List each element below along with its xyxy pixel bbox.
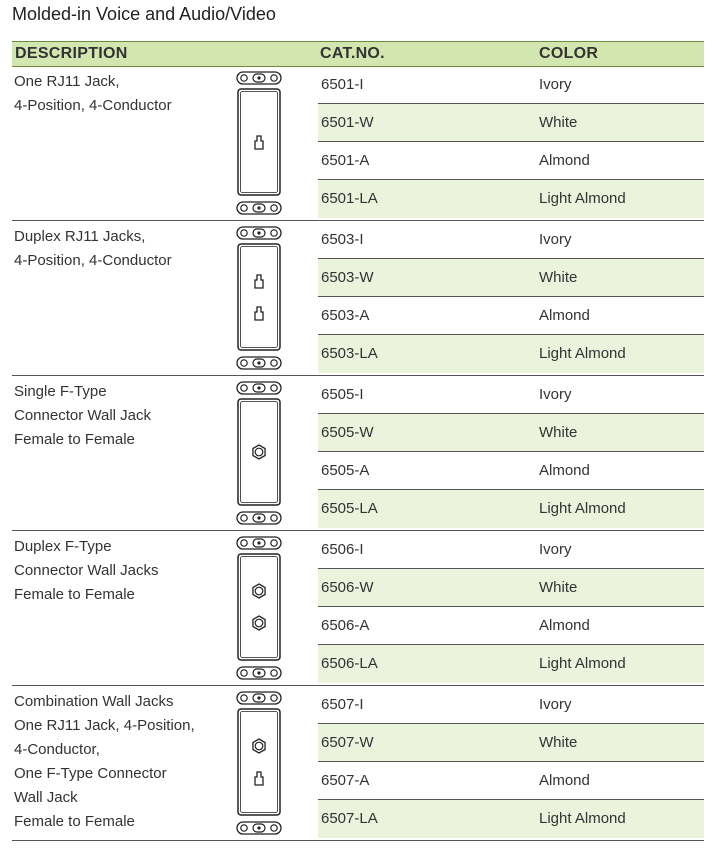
catalog-number: 6505-LA xyxy=(321,500,378,517)
description-line: One RJ11 Jack, 4-Position, xyxy=(14,717,195,734)
wall-plate-illustration xyxy=(234,380,284,526)
catalog-number: 6506-W xyxy=(321,579,374,596)
table-row xyxy=(318,221,704,259)
catalog-number: 6507-LA xyxy=(321,810,378,827)
f-type-icon xyxy=(253,739,265,753)
wall-plate-illustration xyxy=(234,70,284,216)
color-value: White xyxy=(539,579,578,596)
table-row xyxy=(318,104,704,142)
product-group xyxy=(12,376,704,531)
description-line: Connector Wall Jacks xyxy=(14,562,159,579)
table-row xyxy=(318,376,704,414)
f-type-icon xyxy=(253,445,265,459)
catalog-number: 6503-LA xyxy=(321,345,378,362)
table-row xyxy=(318,569,704,607)
table-row xyxy=(318,180,704,218)
catalog-number: 6507-I xyxy=(321,696,364,713)
catalog-number: 6507-A xyxy=(321,772,370,789)
color-value: Light Almond xyxy=(539,500,626,517)
catalog-number: 6503-W xyxy=(321,269,374,286)
color-value: Light Almond xyxy=(539,810,626,827)
catalog-number: 6506-I xyxy=(321,541,364,558)
color-value: Almond xyxy=(539,462,590,479)
color-value: Almond xyxy=(539,617,590,634)
catalog-number: 6501-A xyxy=(321,152,370,169)
product-description xyxy=(14,70,229,118)
product-description xyxy=(14,535,229,607)
description-line: One F-Type Connector xyxy=(14,765,167,782)
product-description xyxy=(14,225,229,273)
description-line: 4-Position, 4-Conductor xyxy=(14,97,172,114)
wall-plate-illustration xyxy=(234,535,284,681)
table-header xyxy=(12,41,704,67)
color-value: Ivory xyxy=(539,541,572,558)
description-line: One RJ11 Jack, xyxy=(14,73,120,90)
f-type-icon xyxy=(253,584,265,598)
description-line: Combination Wall Jacks xyxy=(14,693,174,710)
description-line: Connector Wall Jack xyxy=(14,407,151,424)
table-row xyxy=(318,297,704,335)
color-value: White xyxy=(539,114,578,131)
catalog-number: 6501-I xyxy=(321,76,364,93)
table-row xyxy=(318,800,704,838)
header-catno: CAT.NO. xyxy=(320,45,385,62)
header-color: COLOR xyxy=(539,45,599,62)
description-line: Female to Female xyxy=(14,586,135,603)
color-value: Light Almond xyxy=(539,655,626,672)
color-value: Almond xyxy=(539,772,590,789)
description-line: Duplex F-Type xyxy=(14,538,112,555)
catalog-number: 6503-I xyxy=(321,231,364,248)
catalog-number: 6506-A xyxy=(321,617,370,634)
color-value: Ivory xyxy=(539,386,572,403)
product-group xyxy=(12,686,704,841)
table-row xyxy=(318,259,704,297)
color-value: Ivory xyxy=(539,696,572,713)
catalog-number: 6505-I xyxy=(321,386,364,403)
description-line: Duplex RJ11 Jacks, xyxy=(14,228,146,245)
description-line: Single F-Type xyxy=(14,383,107,400)
color-value: White xyxy=(539,269,578,286)
catalog-number: 6503-A xyxy=(321,307,370,324)
description-line: Wall Jack xyxy=(14,789,78,806)
product-group xyxy=(12,531,704,686)
table-row xyxy=(318,531,704,569)
page-title: Molded-in Voice and Audio/Video xyxy=(12,4,276,24)
catalog-number: 6501-W xyxy=(321,114,374,131)
table-row xyxy=(318,335,704,373)
catalog-number: 6501-LA xyxy=(321,190,378,207)
group-divider xyxy=(12,840,704,841)
color-value: Ivory xyxy=(539,231,572,248)
catalog-number: 6505-W xyxy=(321,424,374,441)
catalog-number: 6507-W xyxy=(321,734,374,751)
table-row xyxy=(318,724,704,762)
table-row xyxy=(318,66,704,104)
table-row xyxy=(318,686,704,724)
color-value: Light Almond xyxy=(539,345,626,362)
wall-plate-illustration xyxy=(234,690,284,836)
f-type-icon xyxy=(253,616,265,630)
table-row xyxy=(318,490,704,528)
wall-plate-illustration xyxy=(234,225,284,371)
description-line: Female to Female xyxy=(14,813,135,830)
description-line: Female to Female xyxy=(14,431,135,448)
table-row xyxy=(318,452,704,490)
table-row xyxy=(318,762,704,800)
color-value: Light Almond xyxy=(539,190,626,207)
product-group xyxy=(12,66,704,221)
product-description xyxy=(14,690,229,834)
color-value: Ivory xyxy=(539,76,572,93)
color-value: Almond xyxy=(539,152,590,169)
product-description xyxy=(14,380,229,452)
color-value: White xyxy=(539,424,578,441)
description-line: 4-Conductor, xyxy=(14,741,100,758)
table-row xyxy=(318,142,704,180)
header-description: DESCRIPTION xyxy=(15,45,128,62)
product-group xyxy=(12,221,704,376)
table-row xyxy=(318,607,704,645)
table-row xyxy=(318,414,704,452)
catalog-number: 6506-LA xyxy=(321,655,378,672)
color-value: White xyxy=(539,734,578,751)
table-row xyxy=(318,645,704,683)
description-line: 4-Position, 4-Conductor xyxy=(14,252,172,269)
catalog-number: 6505-A xyxy=(321,462,370,479)
color-value: Almond xyxy=(539,307,590,324)
